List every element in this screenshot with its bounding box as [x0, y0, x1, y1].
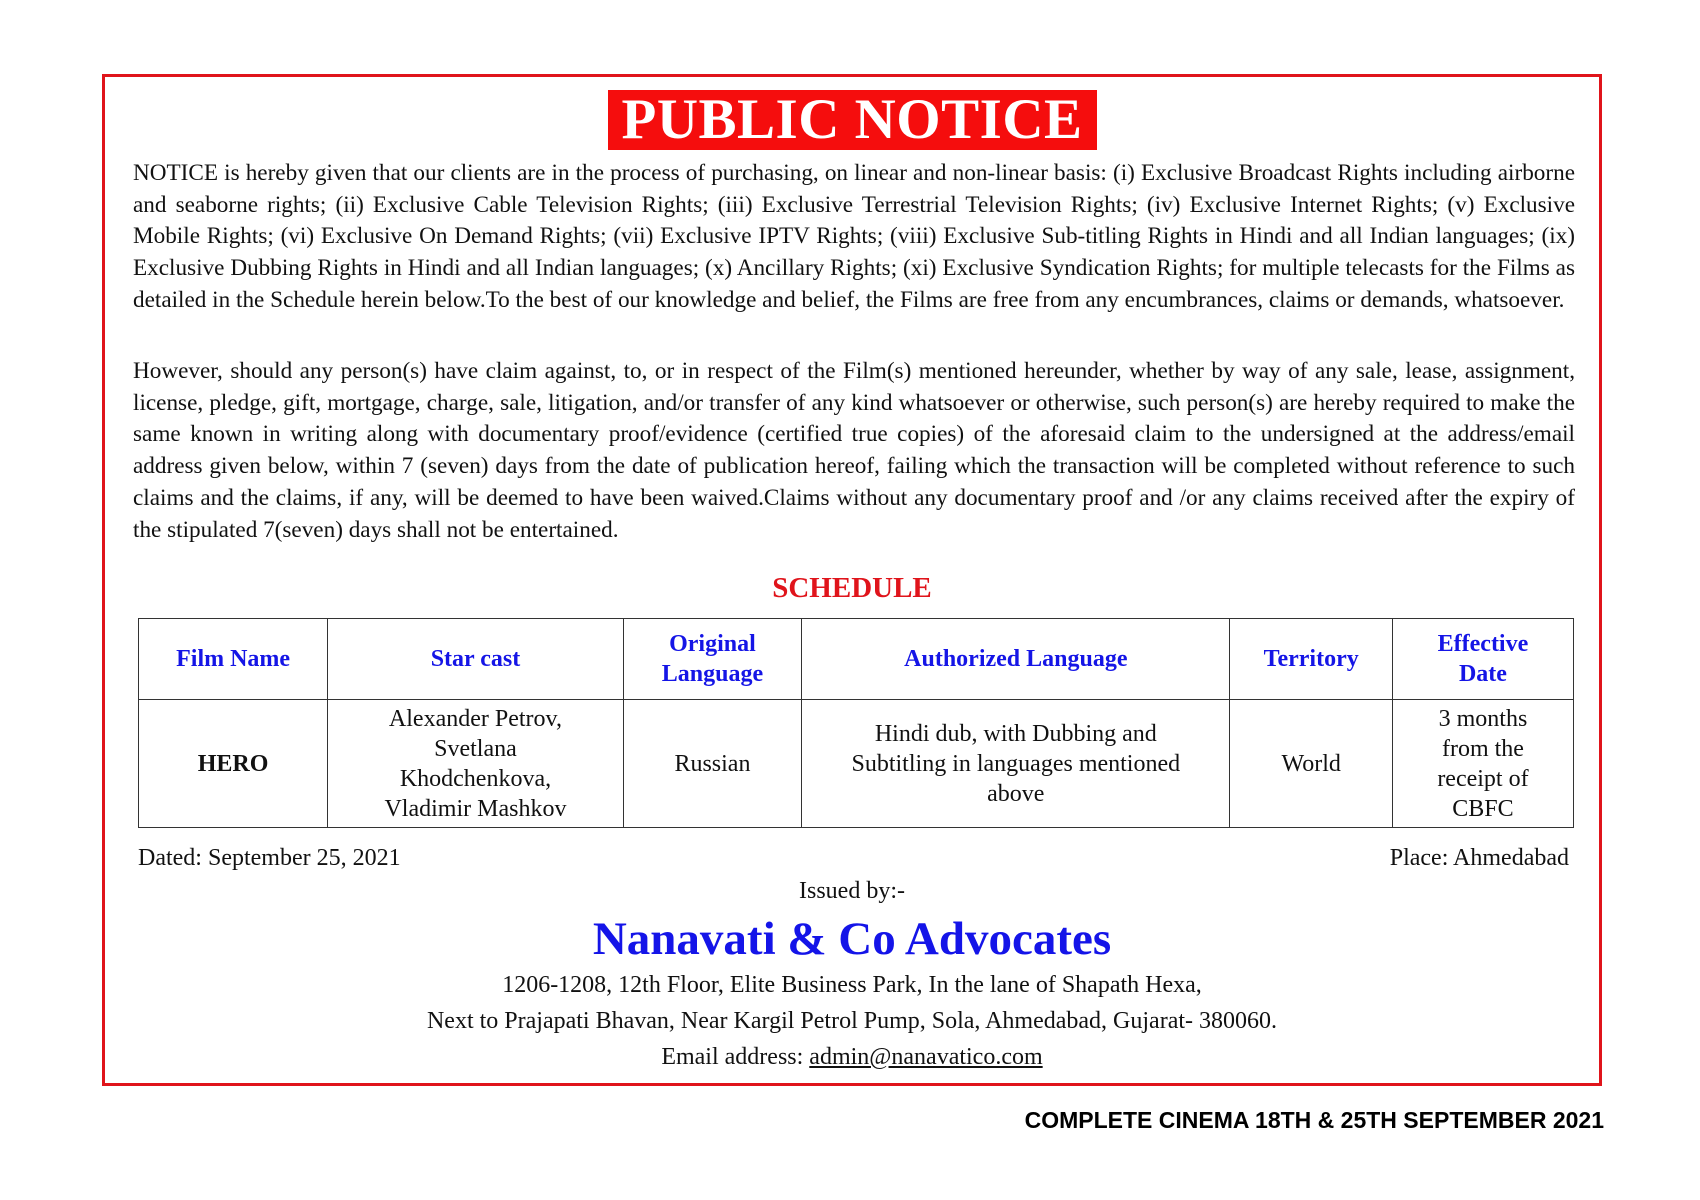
authorized-language-line: Hindi dub, with Dubbing and	[874, 720, 1157, 747]
star-cast-line: Vladimir Mashkov	[384, 795, 567, 822]
firm-name: Nanavati & Co Advocates	[592, 913, 1112, 965]
email-link[interactable]: admin@nanavatico.com	[809, 1044, 1043, 1070]
header-original-language-line: Original	[669, 631, 756, 657]
footer-caption: COMPLETE CINEMA 18TH & 25TH SEPTEMBER 2021	[1024, 1107, 1604, 1133]
effective-date-line: 3 months	[1438, 705, 1528, 732]
dated-text: Dated: September 25, 2021	[138, 845, 401, 871]
header-territory: Territory	[1230, 619, 1392, 700]
header-effective-date-line: Date	[1458, 661, 1507, 687]
cell-effective-date	[1392, 700, 1573, 828]
cell-territory: World	[1230, 700, 1392, 828]
effective-date-line: from the	[1441, 735, 1524, 762]
header-original-language	[623, 619, 801, 700]
effective-date-line: CBFC	[1452, 795, 1514, 822]
place-text: Place: Ahmedabad	[1389, 845, 1569, 871]
schedule-table	[138, 618, 1574, 828]
header-effective-date	[1392, 619, 1573, 700]
schedule-header-row	[139, 619, 1574, 700]
header-effective-date-line: Effective	[1437, 631, 1529, 657]
star-cast-line: Khodchenkova,	[399, 765, 552, 792]
star-cast-line: Alexander Petrov,	[388, 705, 562, 732]
cell-authorized-language	[802, 700, 1230, 828]
title-wrap	[105, 90, 1599, 150]
header-film-name: Film Name	[139, 619, 328, 700]
cell-original-language: Russian	[623, 700, 801, 828]
address-line-1: 1206-1208, 12th Floor, Elite Business Park, In the lane of Shapath Hexa,	[502, 972, 1202, 998]
header-star-cast: Star cast	[328, 619, 624, 700]
header-authorized-language: Authorized Language	[802, 619, 1230, 700]
public-notice-frame	[102, 74, 1602, 1086]
notice-title: PUBLIC NOTICE	[608, 90, 1097, 150]
address-line-2: Next to Prajapati Bhavan, Near Kargil Petrol Pump, Sola, Ahmedabad, Gujarat- 380060.	[426, 1008, 1278, 1034]
header-original-language-line: Language	[661, 661, 764, 687]
authorized-language-line: Subtitling in languages mentioned	[851, 750, 1181, 777]
authorized-language-line: above	[987, 780, 1045, 807]
star-cast-line: Svetlana	[434, 735, 517, 762]
table-row	[139, 700, 1574, 828]
effective-date-line: receipt of	[1437, 765, 1529, 792]
email-line	[105, 1042, 1599, 1072]
email-label: Email address:	[661, 1044, 804, 1070]
issued-by-label: Issued by:-	[799, 878, 905, 904]
cell-star-cast	[328, 700, 624, 828]
notice-paragraph-2: However, should any person(s) have claim against, to, or in respect of the Film(s) mentioned hereunder, whether by way of any sale, lease, assignment, license, pledge, gift, mortgage, charge, sale, litigation, and/or transfer of any kind whatsoever or otherwise, such person(s) are hereby required to make the same known in writing along with documentary proof/evidence (certified true copies) of the aforesaid claim to the undersigned at the address/email address given below, within 7 (seven) days from the date of publication hereof, failing which the transaction will be completed without reference to such claims and the claims, if any, will be deemed to have been waived.Claims without any documentary proof and /or any claims received after the expiry of the stipulated 7(seven) days shall not be entertained.	[133, 358, 1575, 543]
notice-paragraph-1: NOTICE is hereby given that our clients are in the process of purchasing, on linear and non-linear basis: (i) Exclusive Broadcast Rights including airborne and seaborne rights; (ii) Exclusive Cable Television Rights; (iii) Exclusive Terrestrial Television Rights; (iv) Exclusive Internet Rights; (v) Exclusive Mobile Rights; (vi) Exclusive On Demand Rights; (vii) Exclusive IPTV Rights; (viii) Exclusive Sub-titling Rights in Hindi and all Indian languages; (ix) Exclusive Dubbing Rights in Hindi and all Indian languages; (x) Ancillary Rights; (xi) Exclusive Syndication Rights; for multiple telecasts for the Films as detailed in the Schedule herein below.To the best of our knowledge and belief, the Films are free from any encumbrances, claims or demands, whatsoever.	[133, 160, 1575, 313]
cell-film-name: HERO	[139, 700, 328, 828]
schedule-heading: SCHEDULE	[772, 572, 932, 604]
